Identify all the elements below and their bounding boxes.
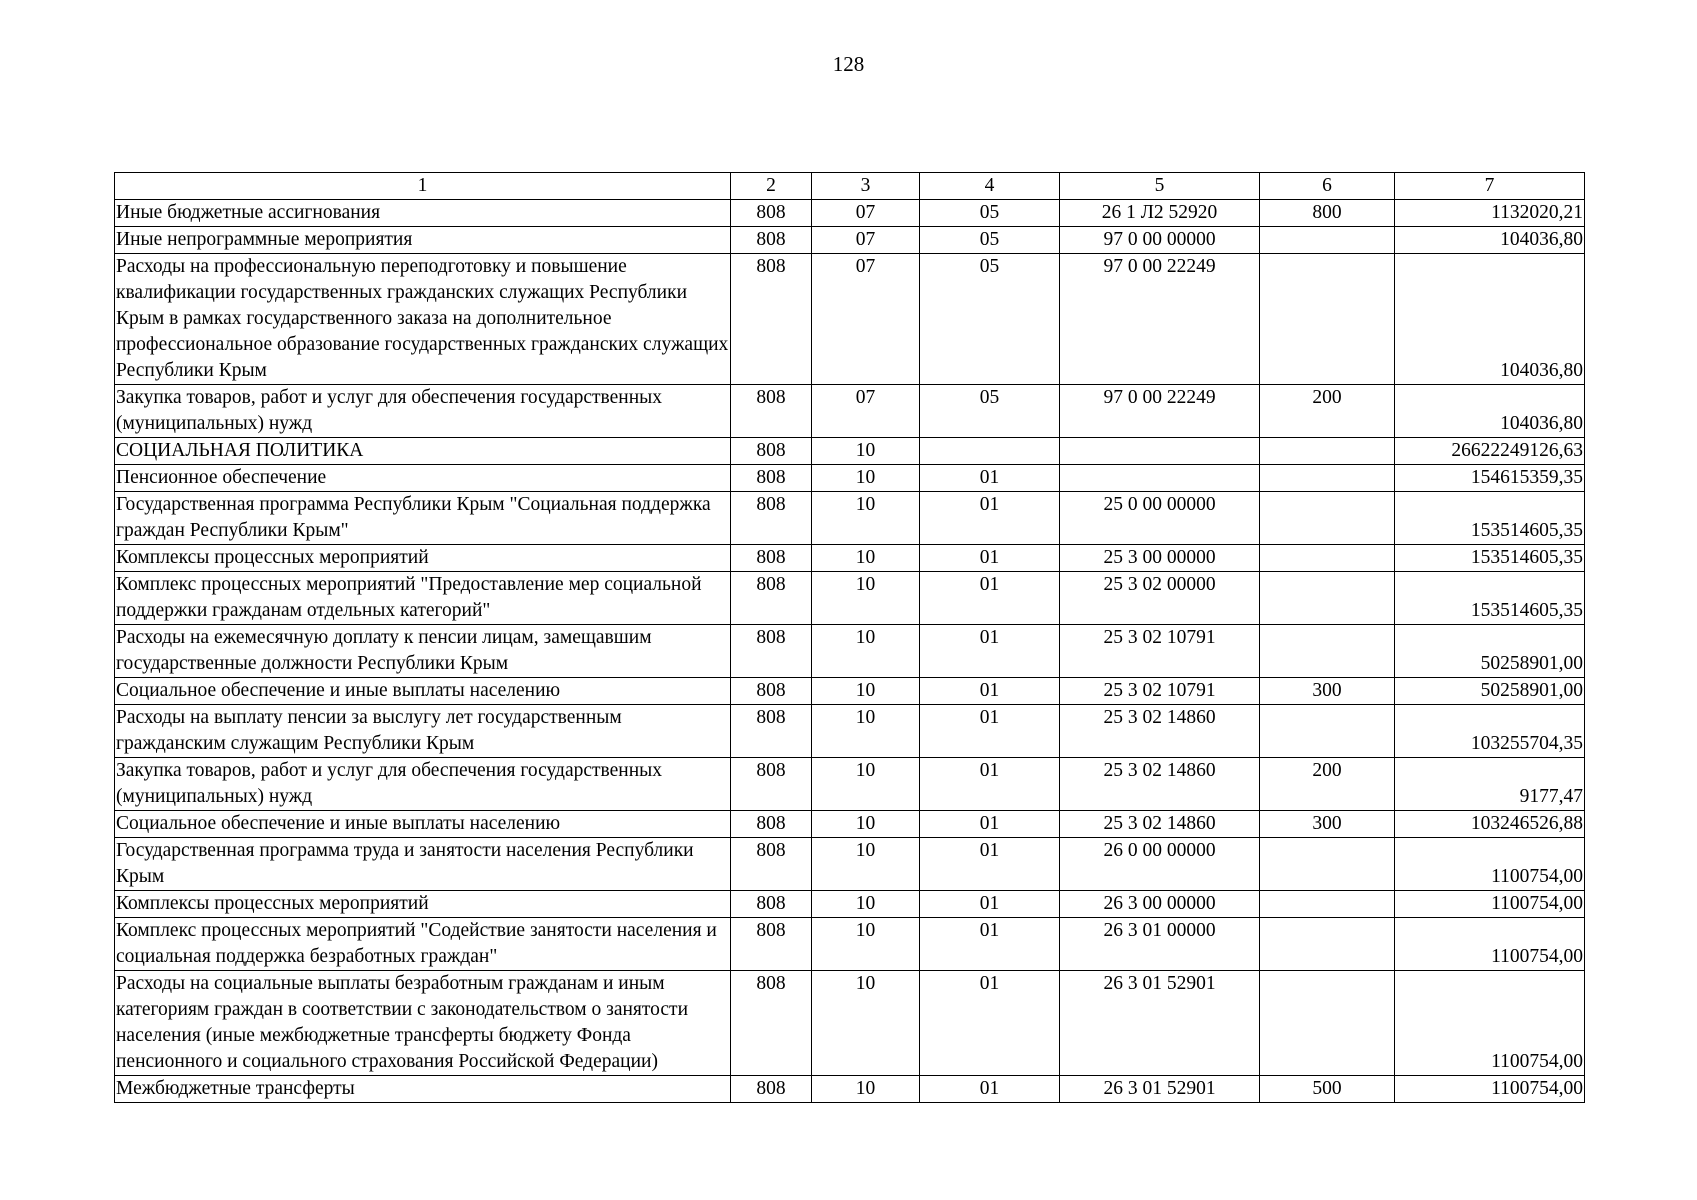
row-amount: 1100754,00 — [1395, 971, 1585, 1076]
row-name: Комплекс процессных мероприятий "Предоставление мер социальной поддержки гражданам отдельных категорий" — [115, 572, 731, 625]
row-col-2: 808 — [731, 227, 812, 254]
row-col-4: 01 — [920, 891, 1060, 918]
table-row — [115, 227, 1585, 254]
row-name: Государственная программа Республики Крым "Социальная поддержка граждан Республики Крым" — [115, 492, 731, 545]
row-col-2: 808 — [731, 438, 812, 465]
table-header-row — [115, 173, 1585, 200]
row-col-2: 808 — [731, 492, 812, 545]
row-col-2: 808 — [731, 625, 812, 678]
table-row — [115, 1076, 1585, 1103]
table-row — [115, 545, 1585, 572]
row-col-4: 01 — [920, 465, 1060, 492]
row-col-6 — [1260, 465, 1395, 492]
row-amount: 9177,47 — [1395, 758, 1585, 811]
row-col-5: 26 1 Л2 52920 — [1060, 200, 1260, 227]
row-amount: 154615359,35 — [1395, 465, 1585, 492]
row-col-5: 97 0 00 22249 — [1060, 254, 1260, 385]
table-row — [115, 971, 1585, 1076]
row-col-4: 01 — [920, 678, 1060, 705]
row-col-6 — [1260, 705, 1395, 758]
table-row — [115, 625, 1585, 678]
row-col-3: 10 — [812, 811, 920, 838]
row-col-6: 500 — [1260, 1076, 1395, 1103]
row-col-2: 808 — [731, 811, 812, 838]
row-col-5 — [1060, 438, 1260, 465]
row-amount: 1100754,00 — [1395, 918, 1585, 971]
column-header-1: 1 — [115, 173, 731, 200]
row-col-5: 26 3 00 00000 — [1060, 891, 1260, 918]
row-amount: 1100754,00 — [1395, 838, 1585, 891]
row-col-2: 808 — [731, 971, 812, 1076]
row-amount: 103255704,35 — [1395, 705, 1585, 758]
row-name: Расходы на выплату пенсии за выслугу лет государственным гражданским служащим Республики Крым — [115, 705, 731, 758]
row-col-5: 25 3 02 14860 — [1060, 705, 1260, 758]
row-col-2: 808 — [731, 465, 812, 492]
table-row — [115, 254, 1585, 385]
row-col-3: 10 — [812, 1076, 920, 1103]
row-name: Социальное обеспечение и иные выплаты населению — [115, 811, 731, 838]
row-col-5: 25 3 02 00000 — [1060, 572, 1260, 625]
row-col-2: 808 — [731, 385, 812, 438]
row-col-3: 07 — [812, 254, 920, 385]
row-amount: 26622249126,63 — [1395, 438, 1585, 465]
row-name: Иные непрограммные мероприятия — [115, 227, 731, 254]
row-col-3: 10 — [812, 572, 920, 625]
row-col-4: 01 — [920, 838, 1060, 891]
row-col-4: 05 — [920, 227, 1060, 254]
row-amount: 50258901,00 — [1395, 678, 1585, 705]
row-name: Межбюджетные трансферты — [115, 1076, 731, 1103]
row-col-2: 808 — [731, 758, 812, 811]
row-col-4: 05 — [920, 254, 1060, 385]
row-amount: 50258901,00 — [1395, 625, 1585, 678]
row-col-6 — [1260, 572, 1395, 625]
row-col-2: 808 — [731, 572, 812, 625]
row-col-3: 10 — [812, 758, 920, 811]
row-col-4: 01 — [920, 572, 1060, 625]
table-row — [115, 891, 1585, 918]
row-col-3: 10 — [812, 705, 920, 758]
row-col-5: 97 0 00 22249 — [1060, 385, 1260, 438]
row-col-5: 25 3 02 10791 — [1060, 625, 1260, 678]
row-amount: 1100754,00 — [1395, 891, 1585, 918]
row-name: Пенсионное обеспечение — [115, 465, 731, 492]
row-col-3: 10 — [812, 625, 920, 678]
row-col-6 — [1260, 438, 1395, 465]
row-amount: 104036,80 — [1395, 254, 1585, 385]
row-col-5: 25 3 02 10791 — [1060, 678, 1260, 705]
row-name: СОЦИАЛЬНАЯ ПОЛИТИКА — [115, 438, 731, 465]
row-col-2: 808 — [731, 891, 812, 918]
row-col-5: 26 0 00 00000 — [1060, 838, 1260, 891]
row-col-6: 300 — [1260, 811, 1395, 838]
row-col-5: 26 3 01 52901 — [1060, 971, 1260, 1076]
row-name: Комплекс процессных мероприятий "Содействие занятости населения и социальная поддержка безработных граждан" — [115, 918, 731, 971]
row-col-3: 07 — [812, 200, 920, 227]
row-col-2: 808 — [731, 918, 812, 971]
row-col-4: 01 — [920, 545, 1060, 572]
row-col-3: 10 — [812, 492, 920, 545]
table-row — [115, 572, 1585, 625]
row-amount: 1132020,21 — [1395, 200, 1585, 227]
table-row — [115, 200, 1585, 227]
row-amount: 153514605,35 — [1395, 572, 1585, 625]
row-col-5: 97 0 00 00000 — [1060, 227, 1260, 254]
row-col-4 — [920, 438, 1060, 465]
row-col-4: 01 — [920, 758, 1060, 811]
page-number: 128 — [832, 52, 865, 76]
row-amount: 104036,80 — [1395, 385, 1585, 438]
row-col-3: 07 — [812, 385, 920, 438]
row-col-5: 25 3 02 14860 — [1060, 811, 1260, 838]
row-col-3: 10 — [812, 918, 920, 971]
row-amount: 153514605,35 — [1395, 492, 1585, 545]
row-col-5: 26 3 01 52901 — [1060, 1076, 1260, 1103]
row-name: Комплексы процессных мероприятий — [115, 545, 731, 572]
row-col-5: 25 0 00 00000 — [1060, 492, 1260, 545]
table-row — [115, 438, 1585, 465]
row-col-6 — [1260, 625, 1395, 678]
table-row — [115, 678, 1585, 705]
row-col-2: 808 — [731, 1076, 812, 1103]
row-col-6: 800 — [1260, 200, 1395, 227]
row-col-2: 808 — [731, 838, 812, 891]
row-col-6 — [1260, 254, 1395, 385]
row-col-2: 808 — [731, 545, 812, 572]
row-col-3: 10 — [812, 465, 920, 492]
row-col-3: 10 — [812, 545, 920, 572]
row-col-5: 25 3 02 14860 — [1060, 758, 1260, 811]
column-header-5: 5 — [1060, 173, 1260, 200]
row-col-6 — [1260, 971, 1395, 1076]
row-col-4: 05 — [920, 200, 1060, 227]
row-name: Иные бюджетные ассигнования — [115, 200, 731, 227]
row-col-5: 26 3 01 00000 — [1060, 918, 1260, 971]
row-name: Социальное обеспечение и иные выплаты населению — [115, 678, 731, 705]
row-col-4: 01 — [920, 705, 1060, 758]
row-amount: 1100754,00 — [1395, 1076, 1585, 1103]
row-col-3: 10 — [812, 678, 920, 705]
row-name: Расходы на ежемесячную доплату к пенсии лицам, замещавшим государственные должности Республики Крым — [115, 625, 731, 678]
row-col-2: 808 — [731, 678, 812, 705]
row-name: Расходы на профессиональную переподготовку и повышение квалификации государственных гражданских служащих Республики Крым в рамках государственного заказа на дополнительное профессиональное образование государственных гражданских служащих Республики Крым — [115, 254, 731, 385]
table-row — [115, 492, 1585, 545]
row-col-6: 300 — [1260, 678, 1395, 705]
row-col-6 — [1260, 918, 1395, 971]
row-col-2: 808 — [731, 705, 812, 758]
row-col-2: 808 — [731, 200, 812, 227]
column-header-2: 2 — [731, 173, 812, 200]
table-row — [115, 385, 1585, 438]
row-name: Комплексы процессных мероприятий — [115, 891, 731, 918]
row-col-4: 01 — [920, 625, 1060, 678]
row-col-2: 808 — [731, 254, 812, 385]
table-row — [115, 838, 1585, 891]
row-col-6: 200 — [1260, 758, 1395, 811]
row-col-6 — [1260, 227, 1395, 254]
table-row — [115, 918, 1585, 971]
row-col-3: 10 — [812, 891, 920, 918]
row-col-4: 01 — [920, 971, 1060, 1076]
row-col-4: 01 — [920, 918, 1060, 971]
table-row — [115, 465, 1585, 492]
column-header-6: 6 — [1260, 173, 1395, 200]
row-amount: 103246526,88 — [1395, 811, 1585, 838]
row-col-5: 25 3 00 00000 — [1060, 545, 1260, 572]
table-row — [115, 705, 1585, 758]
row-col-3: 10 — [812, 838, 920, 891]
row-col-3: 10 — [812, 971, 920, 1076]
row-col-4: 01 — [920, 492, 1060, 545]
row-name: Государственная программа труда и занятости населения Республики Крым — [115, 838, 731, 891]
row-name: Закупка товаров, работ и услуг для обеспечения государственных (муниципальных) нужд — [115, 758, 731, 811]
row-col-6 — [1260, 492, 1395, 545]
row-col-6 — [1260, 891, 1395, 918]
row-amount: 104036,80 — [1395, 227, 1585, 254]
table-row — [115, 811, 1585, 838]
column-header-7: 7 — [1395, 173, 1585, 200]
row-col-6: 200 — [1260, 385, 1395, 438]
column-header-4: 4 — [920, 173, 1060, 200]
row-col-4: 01 — [920, 811, 1060, 838]
row-amount: 153514605,35 — [1395, 545, 1585, 572]
row-col-5 — [1060, 465, 1260, 492]
row-col-6 — [1260, 545, 1395, 572]
row-name: Расходы на социальные выплаты безработным гражданам и иным категориям граждан в соответствии с законодательством о занятости населения (иные межбюджетные трансферты бюджету Фонда пенсионного и социального страхования Российской Федерации) — [115, 971, 731, 1076]
row-col-4: 05 — [920, 385, 1060, 438]
table-row — [115, 758, 1585, 811]
row-col-3: 10 — [812, 438, 920, 465]
row-name: Закупка товаров, работ и услуг для обеспечения государственных (муниципальных) нужд — [115, 385, 731, 438]
budget-table — [114, 172, 1585, 1103]
row-col-4: 01 — [920, 1076, 1060, 1103]
column-header-3: 3 — [812, 173, 920, 200]
row-col-6 — [1260, 838, 1395, 891]
row-col-3: 07 — [812, 227, 920, 254]
